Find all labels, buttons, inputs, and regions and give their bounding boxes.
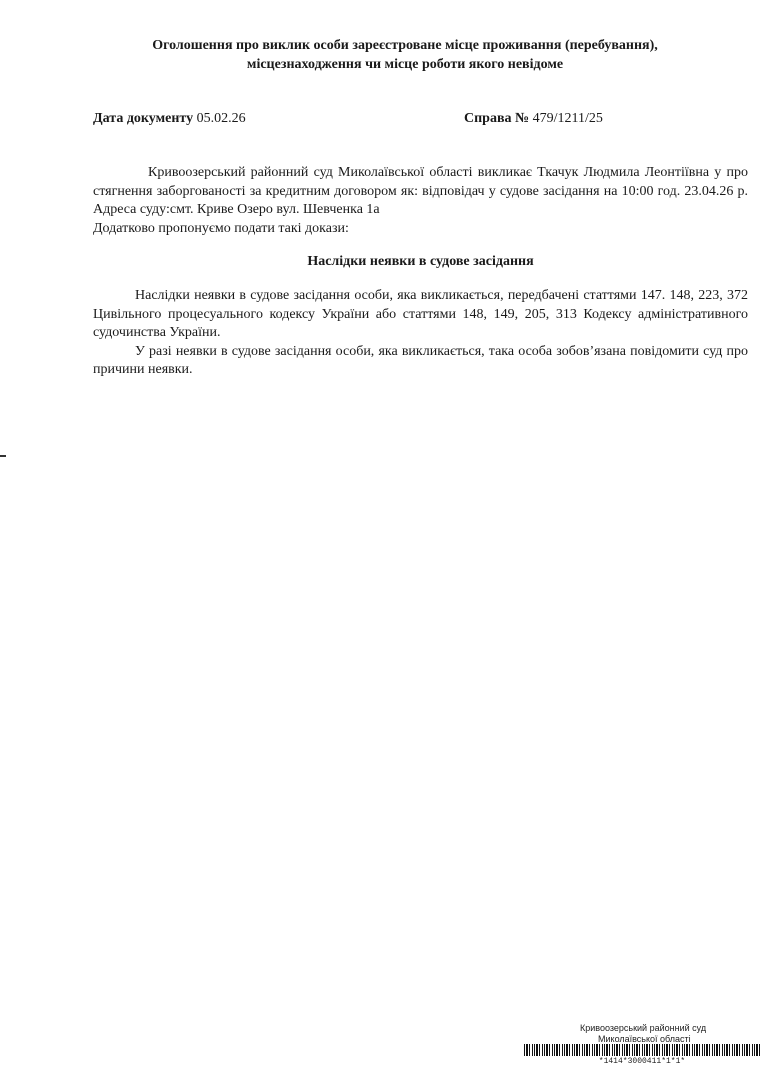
stamp-court-name: Кривоозерський районний суд — [580, 1023, 707, 1033]
evidence-request: Додатково пропонуємо подати такі докази: — [93, 220, 349, 236]
document-barcode — [524, 1044, 760, 1056]
document-date-value: 05.02.26 — [196, 111, 246, 126]
case-number — [464, 110, 603, 128]
consequences-paragraph-1: Наслідки неявки в судове засідання особи, яка викликається, передбачені статтями 147. 148, 223, 372 Цивільного процесуального кодексу України або статтями 148, 149, 205, 313 Кодексу адміністративного судочинства України. — [93, 288, 748, 340]
document-title — [100, 36, 710, 74]
case-number-value: 479/1211/25 — [532, 111, 603, 126]
document-title-line-1: Оголошення про виклик особи зареєстроване місце проживання (перебування), — [152, 38, 658, 53]
document-date-label: Дата документу — [93, 111, 194, 126]
barcode-number: *1414*3000411*1*1* — [598, 1057, 686, 1066]
consequences-heading: Наслідки неявки в судове засідання — [307, 254, 534, 269]
consequences-paragraph-2: У разі неявки в судове засідання особи, яка викликається, така особа зобов’язана повідомити суд про причини неявки. — [93, 343, 748, 377]
scan-margin-mark — [0, 455, 6, 457]
document-title-line-2: місцезнаходження чи місце роботи якого невідоме — [246, 57, 564, 72]
consequences-text — [93, 287, 748, 380]
case-number-label: Справа № — [464, 111, 530, 126]
summons-paragraph: Кривоозерський районний суд Миколаївської області викликає Ткачук Людмила Леонтіївна у про стягнення заборгованості за кредитним договором як: відповідач у судове засідання на 10:00 год. 23.04.26 р. Адреса суду:смт. Криве Озеро вул. Шевченка 1а — [93, 165, 748, 217]
summons-text — [93, 164, 748, 238]
document-date — [93, 110, 246, 128]
court-stamp — [520, 1023, 760, 1045]
stamp-region: Миколаївської області — [598, 1034, 691, 1044]
